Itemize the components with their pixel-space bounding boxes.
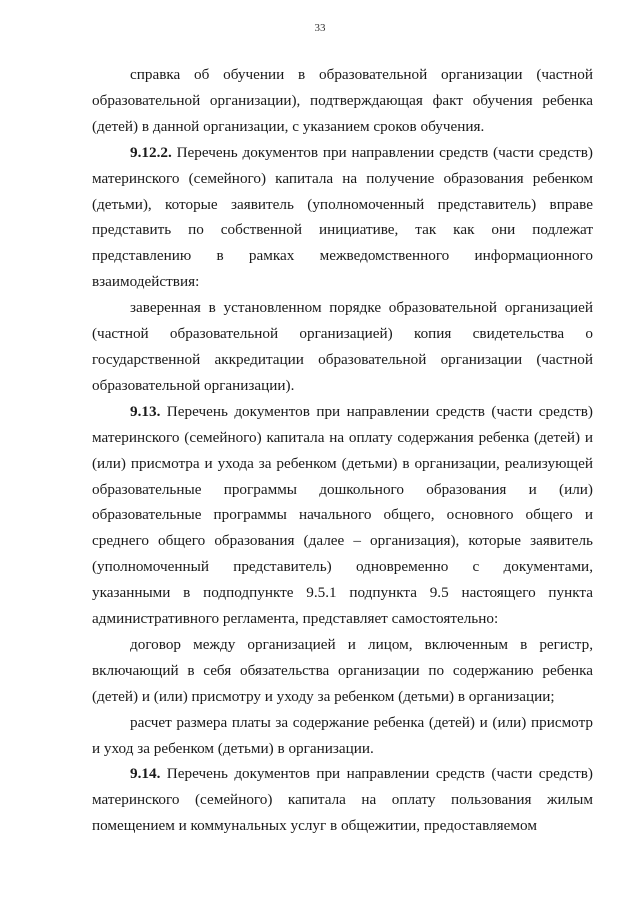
paragraph-text: Перечень документов при направлении средств (части средств) материнского (семейного) капитала на оплату содержания ребенка (детей) и (или) присмотра и ухода за ребенком (детьми) в организации, реализующей образовательные программы дошкольного образования и (или) образовательные программы начального общего, основного общего и среднего общего образования (далее – организация), которые заявитель (уполномоченный представитель) одновременно с документами, указанными в подподпункте 9.5.1 подпункта 9.5 настоящего пункта административного регламента, представляет самостоятельно: xyxy=(92,402,593,628)
paragraph-text: Перечень документов при направлении средств (части средств) материнского (семейного) капитала на оплату пользования жилым помещением и коммунальных услуг в общежитии, предоставляемом xyxy=(92,765,593,835)
page-number: 33 xyxy=(314,22,326,34)
paragraph xyxy=(92,295,593,399)
paragraph-9-12-2 xyxy=(92,140,593,295)
paragraph-9-13 xyxy=(92,399,593,632)
document-body xyxy=(92,62,593,839)
paragraph-text: Перечень документов при направлении средств (части средств) материнского (семейного) капитала на получение образования ребенком (детьми), которые заявитель (уполномоченный представитель) вправе представить по собственной инициативе, так как они подлежат представлению в рамках межведомственного информационного взаимодействия: xyxy=(92,143,593,291)
paragraph-text: расчет размера платы за содержание ребенка (детей) и (или) присмотр и уход за ребенком (детьми) в организации. xyxy=(92,713,593,757)
paragraph-9-14 xyxy=(92,761,593,839)
paragraph xyxy=(92,62,593,140)
paragraph-text: заверенная в установленном порядке образовательной организацией (частной образовательной организацией) копия свидетельства о государственной аккредитации образовательной организации (частной образовательной организации). xyxy=(92,299,593,394)
paragraph xyxy=(92,632,593,710)
paragraph-text: договор между организацией и лицом, включенным в регистр, включающий в себя обязательства организации по содержанию ребенка (детей) и (или) присмотру и уходу за ребенком (детьми) в организации; xyxy=(92,635,593,705)
section-number: 9.14. xyxy=(130,765,161,783)
section-number: 9.12.2. xyxy=(130,143,172,161)
paragraph-text: справка об обучении в образовательной организации (частной образовательной организации), подтверждающая факт обучения ребенка (детей) в данной организации, с указанием сроков обучения. xyxy=(92,66,593,135)
paragraph xyxy=(92,710,593,762)
section-number: 9.13. xyxy=(130,402,161,420)
